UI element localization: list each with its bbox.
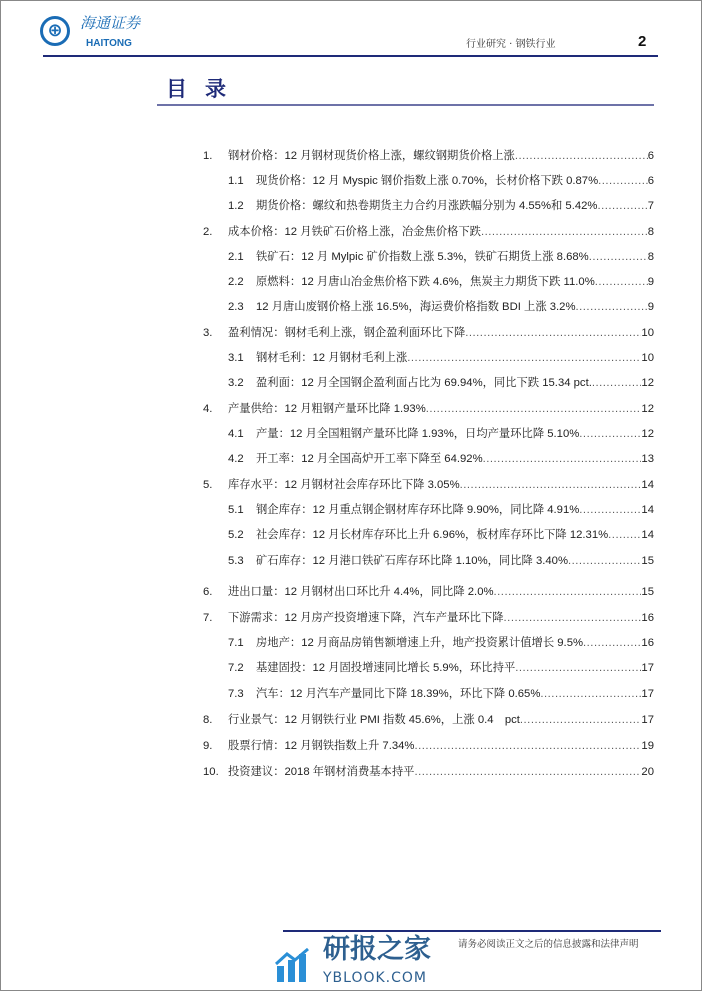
- toc-entry[interactable]: [0, 501, 702, 519]
- toc-entry-page: 8: [647, 251, 654, 263]
- toc-entry-title: 盈利情况：钢材毛利上涨，钢企盈利面环比下降: [228, 327, 466, 339]
- toc-entry-page: 6: [647, 175, 654, 187]
- toc-entry-title: 房地产：12 月商品房销售额增速上升，地产投资累计值增长 9.5%: [256, 637, 584, 649]
- toc-entry-title: 下游需求：12 月房产投资增速下降，汽车产量环比下降: [228, 612, 504, 624]
- toc-entry[interactable]: [0, 349, 702, 367]
- toc-entry-page: 20: [641, 766, 654, 778]
- toc-entry-number: 10.: [203, 766, 219, 778]
- toc-entry-page: 12: [641, 428, 654, 440]
- toc-entry-number: 2.: [203, 226, 213, 238]
- dot-leader: [540, 685, 641, 703]
- dot-leader: [494, 583, 642, 601]
- watermark-cn: 研报之家: [323, 934, 431, 965]
- watermark-en: YBLOOK.COM: [323, 970, 428, 986]
- toc-entry[interactable]: [0, 583, 702, 601]
- toc-entry-page: 7: [647, 200, 654, 212]
- toc-entry-page: 16: [641, 637, 654, 649]
- toc-entry-title: 行业景气：12 月钢铁行业 PMI 指数 45.6%，上涨 0.4 pct: [228, 714, 520, 726]
- toc-entry-title: 股票行情：12 月钢铁指数上升 7.34%: [228, 740, 415, 752]
- toc-entry-number: 7.1: [228, 637, 244, 649]
- toc-entry[interactable]: [0, 737, 702, 755]
- toc-entry-title: 汽车：12 月汽车产量同比下降 18.39%，环比下降 0.65%: [256, 688, 541, 700]
- toc-entry-number: 7.2: [228, 662, 244, 674]
- toc-entry[interactable]: [0, 147, 702, 165]
- toc-entry-page: 8: [647, 226, 654, 238]
- toc-entry-page: 19: [641, 740, 654, 752]
- toc-title: 目录: [166, 77, 244, 101]
- toc-entry-page: 12: [641, 377, 654, 389]
- toc-entry-number: 3.2: [228, 377, 244, 389]
- toc-entry-number: 2.2: [228, 276, 244, 288]
- dot-leader: [460, 476, 642, 494]
- toc-entry[interactable]: [0, 197, 702, 215]
- toc-entry[interactable]: [0, 450, 702, 468]
- toc-entry-number: 5.3: [228, 555, 244, 567]
- toc-entry[interactable]: [0, 324, 702, 342]
- toc-entry-title: 现货价格：12 月 Myspic 钢价指数上涨 0.70%，长材价格下跌 0.87%: [256, 175, 599, 187]
- toc-entry[interactable]: [0, 609, 702, 627]
- page-number: 2: [638, 33, 647, 50]
- toc-entry-title: 铁矿石：12 月 Mylpic 矿价指数上涨 5.3%，铁矿石期货上涨 8.68%: [256, 251, 589, 263]
- toc-entry-page: 10: [641, 352, 654, 364]
- toc-entry-page: 6: [647, 150, 654, 162]
- toc-entry[interactable]: [0, 400, 702, 418]
- dot-leader: [483, 450, 642, 468]
- toc-title-rule: [157, 104, 654, 106]
- dot-leader: [426, 400, 642, 418]
- toc-entry[interactable]: [0, 172, 702, 190]
- toc-entry-number: 4.2: [228, 453, 244, 465]
- toc-entry-page: 17: [641, 662, 654, 674]
- toc-entry-title: 产量供给：12 月粗钢产量环比降 1.93%: [228, 403, 426, 415]
- toc-entry[interactable]: [0, 374, 702, 392]
- toc-entry-page: 12: [641, 403, 654, 415]
- toc-entry[interactable]: [0, 685, 702, 703]
- dot-leader: [414, 763, 641, 781]
- toc-entry-title: 社会库存：12 月长材库存环比上升 6.96%，板材库存环比下降 12.31%: [256, 529, 609, 541]
- toc-entry[interactable]: [0, 223, 702, 241]
- toc-entry-number: 5.2: [228, 529, 244, 541]
- toc-entry[interactable]: [0, 763, 702, 781]
- toc-entry-title: 钢材毛利：12 月钢材毛利上涨: [256, 352, 408, 364]
- toc-entry-number: 3.: [203, 327, 213, 339]
- toc-entry-page: 10: [641, 327, 654, 339]
- toc-entry-number: 7.: [203, 612, 213, 624]
- toc-entry-number: 5.: [203, 479, 213, 491]
- toc-entry-title: 钢材价格：12 月钢材现货价格上涨，螺纹钢期货价格上涨: [228, 150, 515, 162]
- dot-leader: [407, 349, 641, 367]
- toc-entry-page: 14: [641, 504, 654, 516]
- toc-entry[interactable]: [0, 273, 702, 291]
- dot-leader: [481, 223, 648, 241]
- toc-entry-page: 9: [647, 276, 654, 288]
- toc-entry-title: 矿石库存：12 月港口铁矿石库存环比降 1.10%，同比降 3.40%: [256, 555, 568, 567]
- toc-entry-number: 2.3: [228, 301, 244, 313]
- toc-entry[interactable]: [0, 298, 702, 316]
- toc-entry-title: 开工率：12 月全国高炉开工率下降至 64.92%: [256, 453, 483, 465]
- footer-disclaimer: 请务必阅读正文之后的信息披露和法律声明: [458, 939, 639, 950]
- toc-entry-number: 1.: [203, 150, 213, 162]
- toc-entry-number: 3.1: [228, 352, 244, 364]
- haitong-emblem-icon: ⊕: [40, 16, 70, 46]
- header-rule: [43, 55, 658, 57]
- toc-entry-page: 15: [641, 586, 654, 598]
- toc-entry-title: 钢企库存：12 月重点钢企钢材库存环比降 9.90%，同比降 4.91%: [256, 504, 580, 516]
- toc-entry-number: 4.1: [228, 428, 244, 440]
- toc-entry-page: 14: [641, 529, 654, 541]
- toc-entry-number: 5.1: [228, 504, 244, 516]
- brand-cn: 海通证券: [80, 14, 141, 32]
- toc-entry-page: 16: [641, 612, 654, 624]
- toc-entry-number: 2.1: [228, 251, 244, 263]
- toc-entry-page: 9: [647, 301, 654, 313]
- watermark-logo: [275, 934, 455, 988]
- dot-leader: [520, 711, 642, 729]
- toc-entry-page: 17: [641, 688, 654, 700]
- toc-entry-number: 1.1: [228, 175, 244, 187]
- toc-entry-number: 7.3: [228, 688, 244, 700]
- toc-entry-title: 12 月唐山废钢价格上涨 16.5%，海运费价格指数 BDI 上涨 3.2%: [256, 301, 576, 313]
- dot-leader: [579, 425, 641, 443]
- toc-entry-page: 13: [641, 453, 654, 465]
- toc-entry[interactable]: [0, 552, 702, 570]
- toc-entry-title: 产量：12 月全国粗钢产量环比降 1.93%，日均产量环比降 5.10%: [256, 428, 580, 440]
- footer-rule: [283, 930, 661, 932]
- toc-entry-title: 投资建议：2018 年钢材消费基本持平: [228, 766, 415, 778]
- toc-entry-number: 8.: [203, 714, 213, 726]
- toc-entry-title: 盈利面：12 月全国钢企盈利面占比为 69.94%，同比下跌 15.34 pct.: [256, 377, 592, 389]
- dot-leader: [568, 552, 641, 570]
- dot-leader: [595, 273, 648, 291]
- dot-leader: [579, 501, 641, 519]
- dot-leader: [576, 298, 648, 316]
- toc-entry-title: 原燃料：12 月唐山冶金焦价格下跌 4.6%，焦炭主力期货下跌 11.0%: [256, 276, 595, 288]
- toc-entry-number: 9.: [203, 740, 213, 752]
- dot-leader: [589, 248, 648, 266]
- dot-leader: [598, 172, 648, 190]
- dot-leader: [504, 609, 642, 627]
- toc-entry[interactable]: [0, 248, 702, 266]
- chart-bars-icon: [275, 948, 311, 982]
- toc-entry-title: 进出口量：12 月钢材出口环比升 4.4%，同比降 2.0%: [228, 586, 494, 598]
- toc-entry-number: 6.: [203, 586, 213, 598]
- toc-entry[interactable]: [0, 476, 702, 494]
- toc-entry[interactable]: [0, 425, 702, 443]
- toc-entry-title: 成本价格：12 月铁矿石价格上涨，冶金焦价格下跌: [228, 226, 481, 238]
- dot-leader: [515, 147, 648, 165]
- toc-entry-page: 15: [641, 555, 654, 567]
- toc-entry-number: 1.2: [228, 200, 244, 212]
- toc-entry[interactable]: [0, 711, 702, 729]
- dot-leader: [592, 374, 642, 392]
- dot-leader: [465, 324, 641, 342]
- toc-entry-page: 14: [641, 479, 654, 491]
- toc-entry[interactable]: [0, 526, 702, 544]
- toc-entry[interactable]: [0, 634, 702, 652]
- dot-leader: [597, 197, 647, 215]
- brand-en: HAITONG: [86, 38, 132, 49]
- toc-entry-title: 库存水平：12 月钢材社会库存环比下降 3.05%: [228, 479, 460, 491]
- haitong-logo: [40, 14, 170, 54]
- toc-entry-page: 17: [641, 714, 654, 726]
- toc-entry[interactable]: [0, 659, 702, 677]
- toc-entry-number: 4.: [203, 403, 213, 415]
- dot-leader: [608, 526, 641, 544]
- header-section: 行业研究 · 钢铁行业: [466, 39, 556, 50]
- toc-entry-title: 期货价格：螺纹和热卷期货主力合约月涨跌幅分别为 4.55%和 5.42%: [256, 200, 598, 212]
- dot-leader: [515, 659, 641, 677]
- dot-leader: [414, 737, 641, 755]
- toc-entry-title: 基建固投：12 月固投增速同比增长 5.9%，环比持平: [256, 662, 516, 674]
- dot-leader: [583, 634, 641, 652]
